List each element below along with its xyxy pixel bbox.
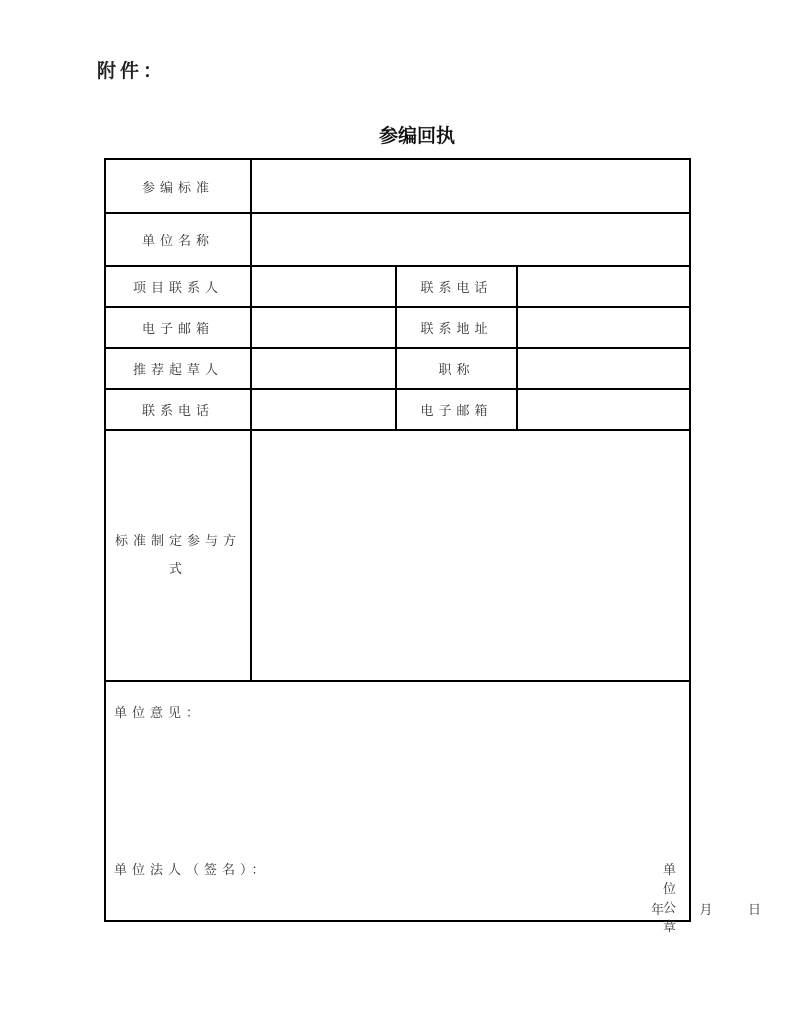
participation-method-label: 标准制定参与方式 <box>105 430 251 681</box>
contact-address-label: 联系地址 <box>396 307 517 348</box>
row-organization-opinion <box>105 681 690 921</box>
email-label: 电子邮箱 <box>105 307 251 348</box>
form-title: 参编回执 <box>378 125 455 147</box>
job-title-label: 职称 <box>396 348 517 389</box>
organization-name-label: 单位名称 <box>105 213 251 266</box>
legal-representative-signature-label: 单位法人（签名）： <box>114 863 270 878</box>
contact-phone-field[interactable] <box>517 266 690 307</box>
job-title-field[interactable] <box>517 348 690 389</box>
drafter-phone-field[interactable] <box>251 389 396 430</box>
row-project-contact <box>105 266 690 307</box>
opinion-label: 单位意见： <box>114 706 205 721</box>
project-contact-label: 项目联系人 <box>105 266 251 307</box>
organization-opinion-box[interactable] <box>105 681 766 935</box>
date-year-label: 年 <box>651 903 670 918</box>
drafter-email-label: 电子邮箱 <box>396 389 517 430</box>
row-participating-standard <box>105 159 690 213</box>
recommended-drafter-field[interactable] <box>251 348 396 389</box>
date-day-label: 日 <box>747 903 766 918</box>
row-email <box>105 307 690 348</box>
email-field[interactable] <box>251 307 396 348</box>
recommended-drafter-label: 推荐起草人 <box>105 348 251 389</box>
participating-standard-field[interactable] <box>251 159 690 213</box>
row-recommended-drafter <box>105 348 690 389</box>
drafter-phone-label: 联系电话 <box>105 389 251 430</box>
attachment-label: 附件： <box>97 60 167 82</box>
date-line <box>651 899 766 918</box>
date-month-label: 月 <box>699 903 718 918</box>
row-drafter-contact <box>105 389 690 430</box>
receipt-form-table <box>104 158 766 935</box>
contact-phone-label: 联系电话 <box>396 266 517 307</box>
drafter-email-field[interactable] <box>517 389 690 430</box>
organization-name-field[interactable] <box>251 213 690 266</box>
row-participation-method <box>105 430 690 681</box>
contact-address-field[interactable] <box>517 307 690 348</box>
participation-method-field[interactable] <box>251 430 690 681</box>
project-contact-field[interactable] <box>251 266 396 307</box>
participating-standard-label: 参编标准 <box>105 159 251 213</box>
row-organization-name <box>105 213 690 266</box>
organization-seal-label: 单位公章 <box>663 863 682 935</box>
